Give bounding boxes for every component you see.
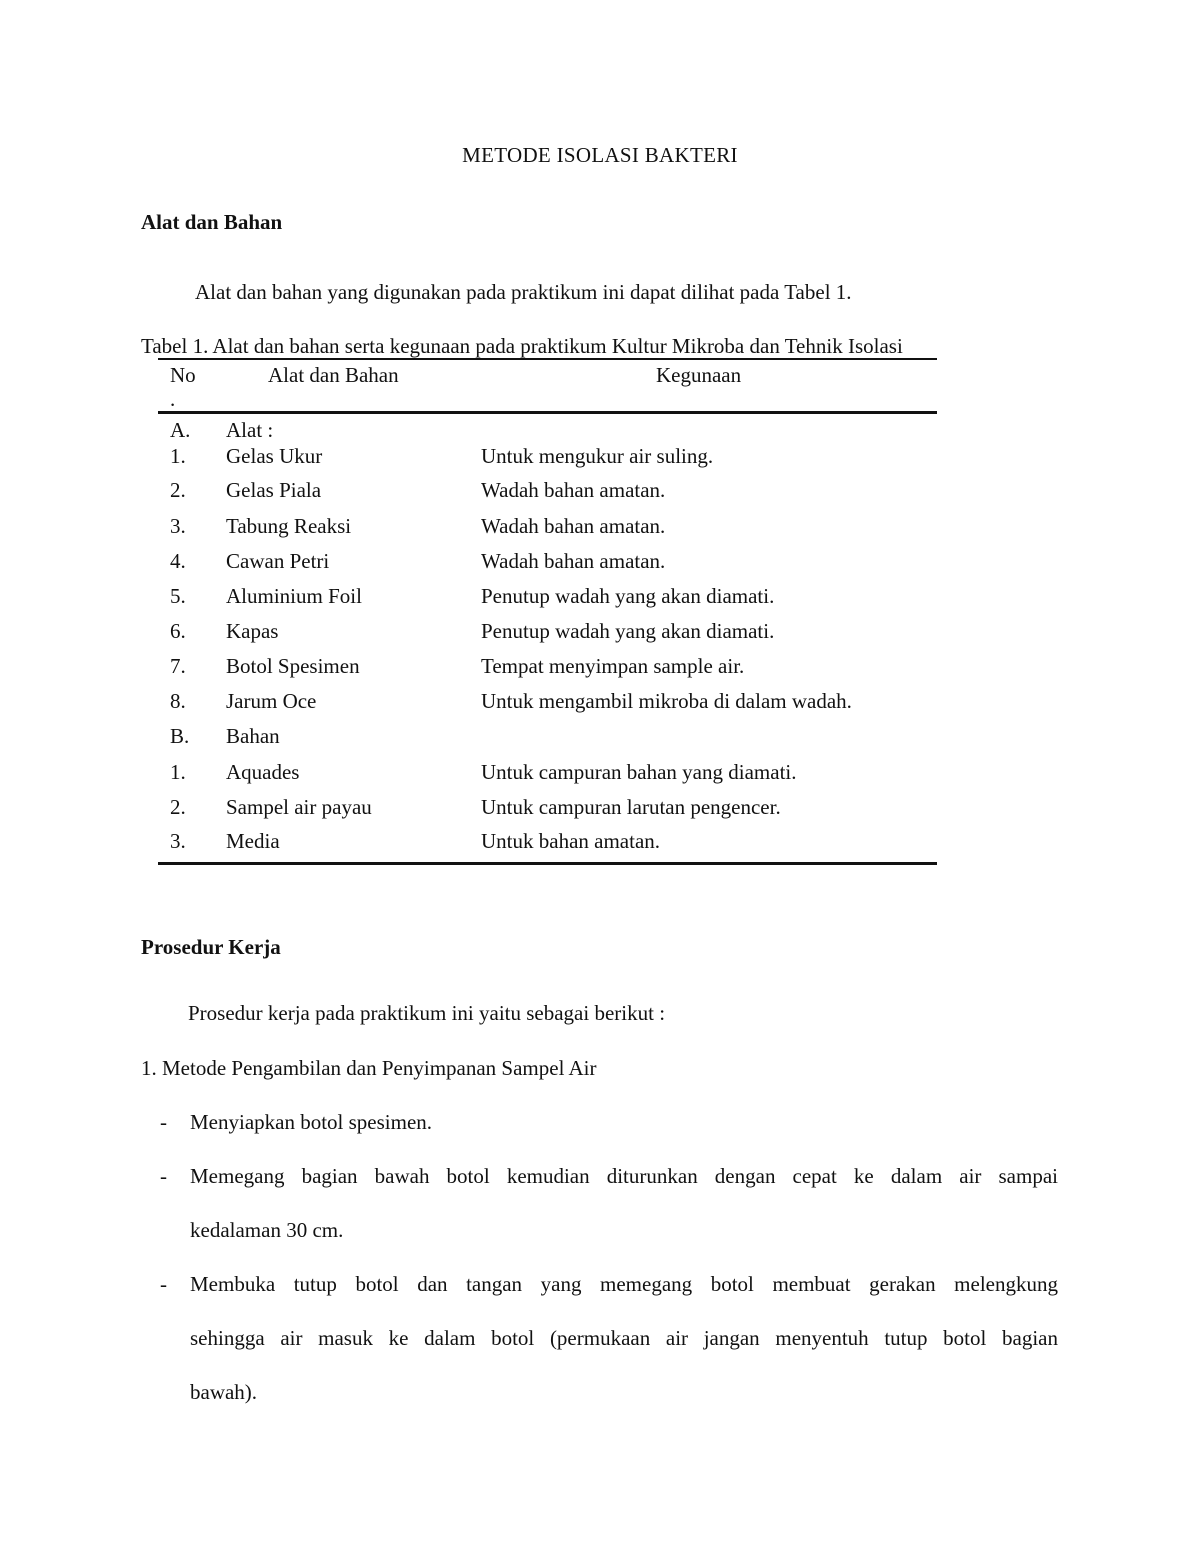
table-row-no: 2. [170, 478, 186, 502]
table-header-use: Kegunaan [656, 363, 742, 387]
table-row-item: Media [226, 829, 280, 853]
table-row-use: Wadah bahan amatan. [481, 514, 666, 538]
bullet-dash: - [160, 1110, 167, 1134]
bullet-dash: - [160, 1272, 167, 1296]
procedure-intro: Prosedur kerja pada praktikum ini yaitu sebagai berikut : [188, 1001, 666, 1025]
table-row-no: 4. [170, 549, 186, 573]
bullet-dash: - [160, 1164, 167, 1188]
table-row-no: 1. [170, 760, 186, 784]
document-title: METODE ISOLASI BAKTERI [462, 143, 738, 167]
table-header-rule [158, 411, 937, 414]
table-row-no: 2. [170, 795, 186, 819]
table-row-item: Tabung Reaksi [226, 514, 352, 538]
table-row-no: 7. [170, 654, 186, 678]
bullet-text-continuation: bawah). [190, 1380, 258, 1404]
table-row-item: Bahan [226, 724, 280, 748]
intro-paragraph: Alat dan bahan yang digunakan pada praktikum ini dapat dilihat pada Tabel 1. [195, 280, 852, 304]
table-header-item: Alat dan Bahan [268, 363, 399, 387]
table-row-use: Untuk mengambil mikroba di dalam wadah. [481, 689, 852, 713]
table-row-no: 1. [170, 444, 186, 468]
table-row-use: Tempat menyimpan sample air. [481, 654, 745, 678]
table-row-no: B. [170, 724, 190, 748]
table-row-no: A. [170, 418, 191, 442]
procedure-subheading: 1. Metode Pengambilan dan Penyimpanan Sampel Air [141, 1056, 597, 1080]
table-row-use: Penutup wadah yang akan diamati. [481, 619, 775, 643]
table-row-item: Gelas Ukur [226, 444, 323, 468]
table-row-item: Aluminium Foil [226, 584, 362, 608]
table-row-use: Wadah bahan amatan. [481, 549, 666, 573]
table-top-rule [158, 358, 937, 360]
table-row-no: 3. [170, 514, 186, 538]
table-row-no: 3. [170, 829, 186, 853]
table-row-item: Cawan Petri [226, 549, 330, 573]
table-row-use: Penutup wadah yang akan diamati. [481, 584, 775, 608]
table-row-no: 8. [170, 689, 186, 713]
section-heading-alat-bahan: Alat dan Bahan [141, 210, 283, 234]
bullet-text: Memegang bagian bawah botol kemudian diturunkan dengan cepat ke dalam air sampai [190, 1164, 1058, 1188]
table-row-no: 6. [170, 619, 186, 643]
table-row-use: Wadah bahan amatan. [481, 478, 666, 502]
table-row-item: Alat : [226, 418, 274, 442]
table-header-no: No [170, 363, 196, 387]
table-row-item: Aquades [226, 760, 300, 784]
table-row-item: Jarum Oce [226, 689, 317, 713]
table-header-no-dot: . [170, 387, 176, 411]
table-row-use: Untuk bahan amatan. [481, 829, 661, 853]
table-row-item: Kapas [226, 619, 279, 643]
table-row-item: Botol Spesimen [226, 654, 360, 678]
table-caption: Tabel 1. Alat dan bahan serta kegunaan pada praktikum Kultur Mikroba dan Tehnik Isolasi [141, 334, 903, 358]
table-row-item: Sampel air payau [226, 795, 372, 819]
bullet-text: Menyiapkan botol spesimen. [190, 1110, 433, 1134]
table-row-use: Untuk campuran larutan pengencer. [481, 795, 781, 819]
table-row-use: Untuk campuran bahan yang diamati. [481, 760, 797, 784]
table-row-no: 5. [170, 584, 186, 608]
bullet-text: Membuka tutup botol dan tangan yang memegang botol membuat gerakan melengkung [190, 1272, 1058, 1296]
table-row-use: Untuk mengukur air suling. [481, 444, 714, 468]
bullet-text-continuation: sehingga air masuk ke dalam botol (permukaan air jangan menyentuh tutup botol bagian [190, 1326, 1058, 1350]
section-heading-prosedur: Prosedur Kerja [141, 935, 281, 959]
bullet-text-continuation: kedalaman 30 cm. [190, 1218, 344, 1242]
table-row-item: Gelas Piala [226, 478, 322, 502]
table-bottom-rule [158, 862, 937, 865]
